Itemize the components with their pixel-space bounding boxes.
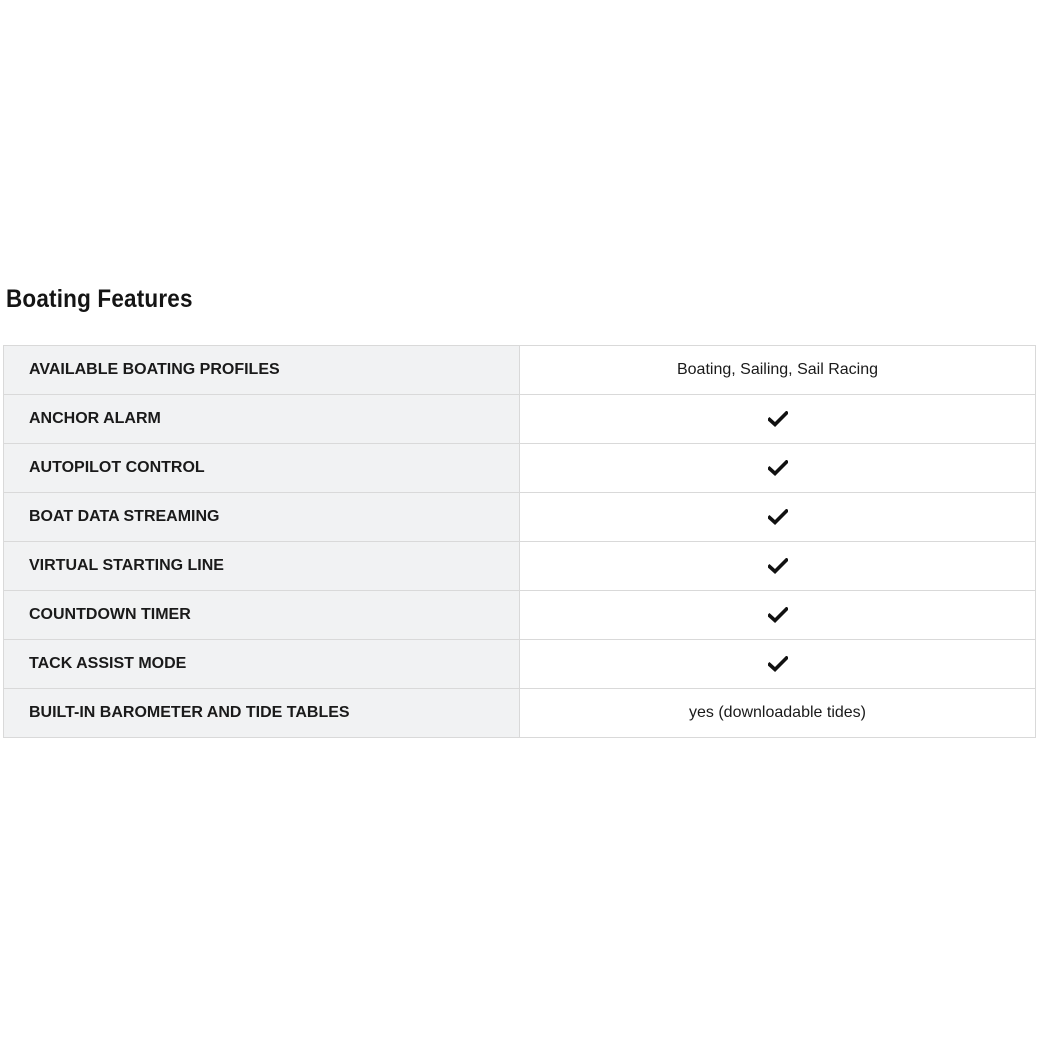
table-row	[4, 493, 1036, 542]
feature-value	[520, 542, 1036, 591]
feature-label: ANCHOR ALARM	[4, 395, 520, 444]
feature-label: VIRTUAL STARTING LINE	[4, 542, 520, 591]
table-row	[4, 542, 1036, 591]
table-row	[4, 346, 1036, 395]
checkmark-icon	[768, 656, 788, 672]
table-row	[4, 444, 1036, 493]
table-row	[4, 395, 1036, 444]
checkmark-icon	[768, 411, 788, 427]
table-row	[4, 689, 1036, 738]
checkmark-icon	[768, 509, 788, 525]
feature-label: AUTOPILOT CONTROL	[4, 444, 520, 493]
checkmark-icon	[768, 558, 788, 574]
checkmark-icon	[768, 607, 788, 623]
feature-value	[520, 444, 1036, 493]
checkmark-icon	[768, 460, 788, 476]
feature-value	[520, 640, 1036, 689]
feature-label: BOAT DATA STREAMING	[4, 493, 520, 542]
boating-features-table	[3, 345, 1036, 738]
feature-value: Boating, Sailing, Sail Racing	[520, 346, 1036, 395]
feature-label: COUNTDOWN TIMER	[4, 591, 520, 640]
feature-label: TACK ASSIST MODE	[4, 640, 520, 689]
table-row	[4, 591, 1036, 640]
feature-label: AVAILABLE BOATING PROFILES	[4, 346, 520, 395]
feature-value	[520, 493, 1036, 542]
feature-value	[520, 395, 1036, 444]
feature-value: yes (downloadable tides)	[520, 689, 1036, 738]
table-row	[4, 640, 1036, 689]
section-title: Boating Features	[6, 285, 193, 313]
feature-value	[520, 591, 1036, 640]
feature-label: BUILT-IN BAROMETER AND TIDE TABLES	[4, 689, 520, 738]
